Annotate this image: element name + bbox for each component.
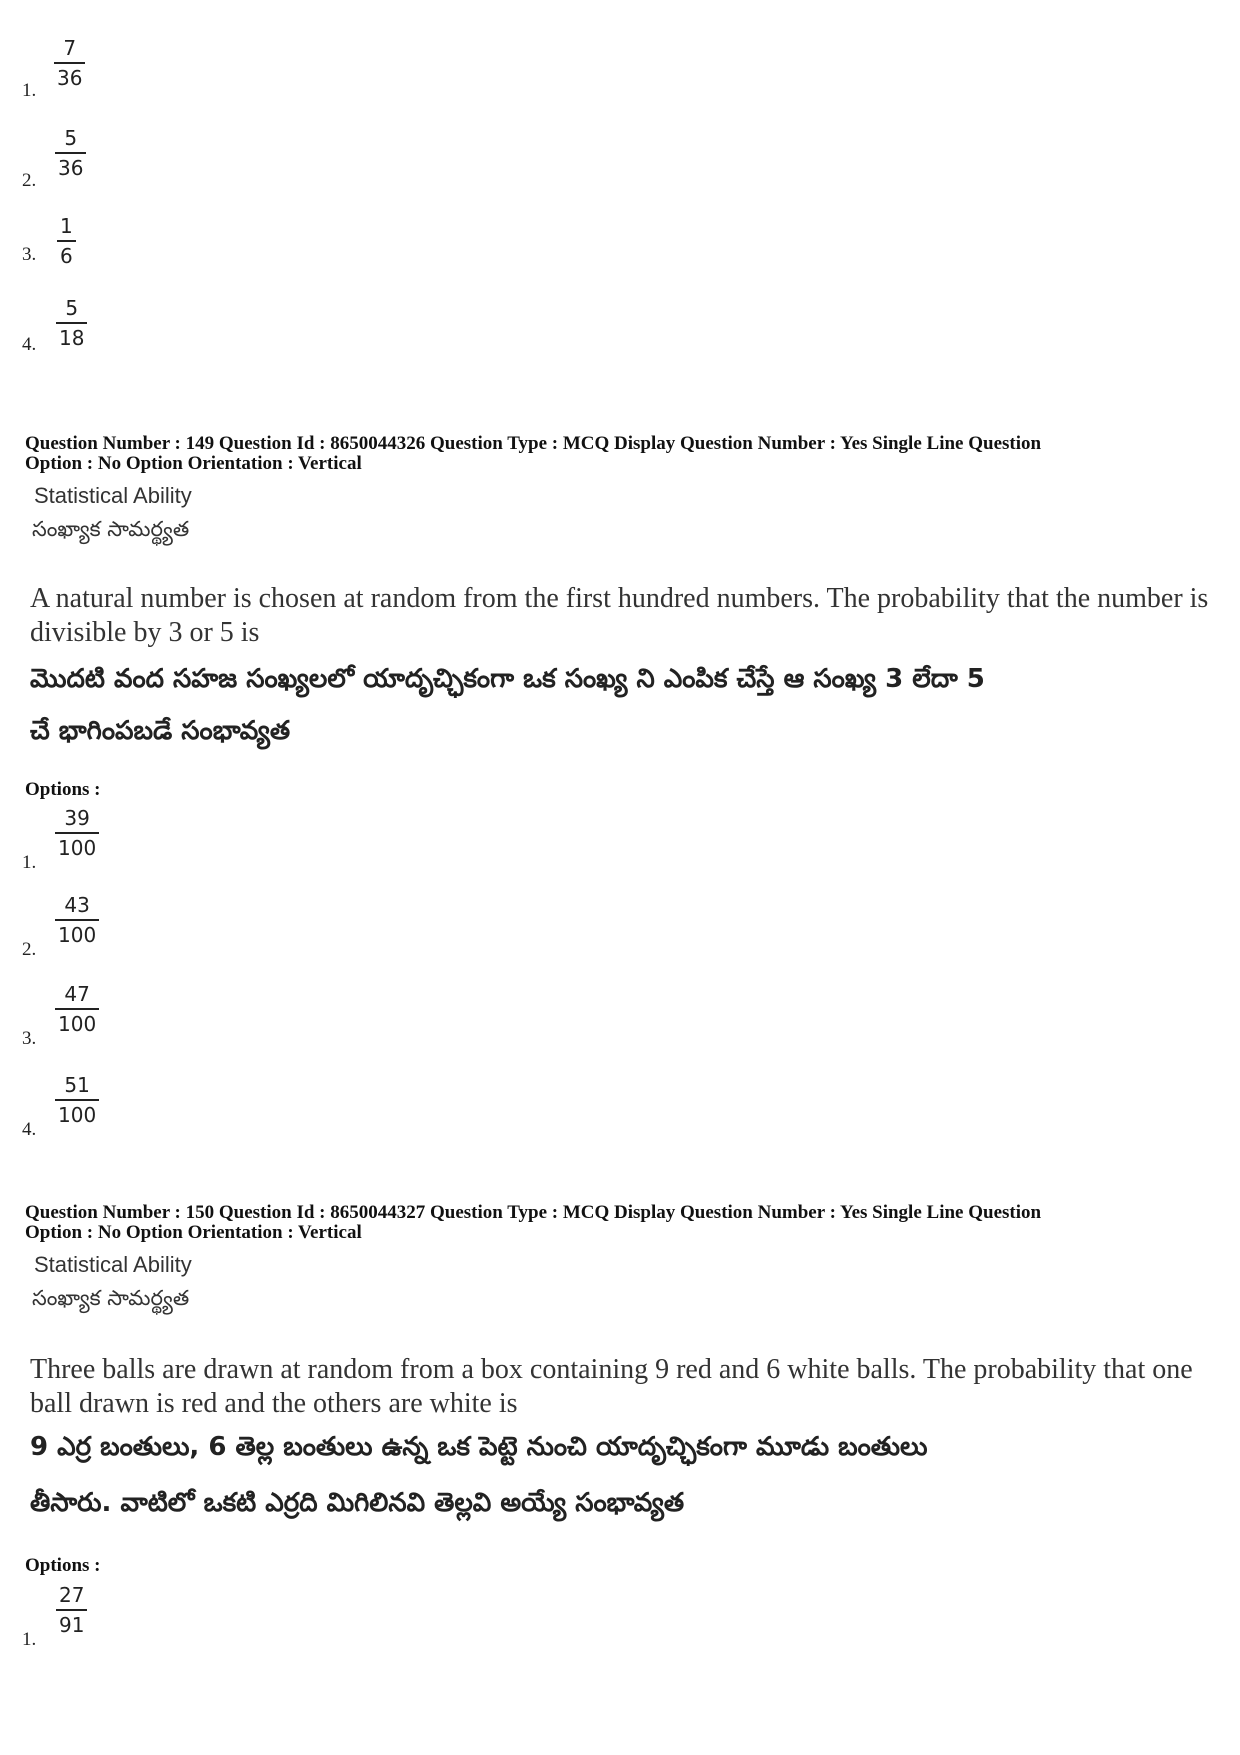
option-number: 2. (22, 170, 37, 191)
option-number: 1. (22, 852, 37, 873)
prev-option-2 (22, 126, 222, 206)
numerator: 51 (64, 1073, 90, 1097)
fraction (55, 893, 99, 947)
question-text-english: Three balls are drawn at random from a box containing 9 red and 6 white balls. The probability that one ball drawn is red and the others are white is (30, 1354, 1193, 1419)
numerator: 7 (63, 36, 77, 60)
numerator: 1 (60, 214, 73, 238)
denominator: 36 (57, 66, 83, 90)
prev-option-3 (22, 214, 222, 294)
option-number: 4. (22, 1119, 37, 1140)
fraction (56, 296, 87, 350)
option-number: 4. (22, 334, 37, 355)
fraction (55, 982, 99, 1036)
denominator: 91 (59, 1613, 85, 1637)
prev-option-1 (22, 36, 222, 116)
question-text-telugu-line2: తీసారు. వాటిలో ఒకటి ఎర్రది మిగిలినవి తెల్లవి అయ్యే సంభావ్యత (30, 1488, 685, 1518)
question-text-english: A natural number is chosen at random from the first hundred numbers. The probability that the number is divisible by 3 or 5 is (30, 583, 1209, 648)
question-text-telugu-line2: చే భాగింపబడే సంభావ్యత (30, 716, 291, 746)
option-2[interactable] (22, 893, 222, 973)
option-number: 1. (22, 1629, 37, 1650)
denominator: 100 (58, 923, 97, 947)
category-telugu: సంఖ్యాక సామర్థ్యత (32, 1286, 190, 1310)
denominator: 100 (58, 1012, 97, 1036)
question-meta-line2: Option : No Option Orientation : Vertical (25, 1222, 362, 1243)
option-number: 2. (22, 939, 37, 960)
denominator: 36 (58, 156, 84, 180)
category-english: Statistical Ability (34, 1252, 192, 1277)
denominator: 100 (58, 1103, 97, 1127)
numerator: 27 (59, 1583, 85, 1607)
options-label: Options : (25, 779, 101, 800)
option-1[interactable] (22, 1583, 222, 1663)
question-text-telugu-line1: 9 ఎర్ర బంతులు, 6 తెల్ల బంతులు ఉన్న ఒక పెట్టె నుంచి యాదృచ్ఛికంగా మూడు బంతులు (30, 1432, 928, 1462)
fraction (54, 36, 85, 90)
option-1[interactable] (22, 806, 222, 886)
denominator: 100 (58, 836, 97, 860)
category-english: Statistical Ability (34, 483, 192, 508)
numerator: 5 (64, 126, 78, 150)
fraction (55, 806, 99, 860)
numerator: 39 (64, 806, 90, 830)
denominator: 18 (59, 326, 85, 350)
fraction (56, 1583, 87, 1637)
option-3[interactable] (22, 982, 222, 1062)
option-number: 1. (22, 80, 37, 101)
question-meta-line1: Question Number : 149 Question Id : 8650044326 Question Type : MCQ Display Question Number : Yes Single Line Question (25, 433, 1042, 454)
question-meta-line2: Option : No Option Orientation : Vertical (25, 453, 362, 474)
numerator: 43 (64, 893, 90, 917)
category-telugu: సంఖ్యాక సామర్థ్యత (32, 517, 190, 541)
numerator: 5 (65, 296, 79, 320)
option-number: 3. (22, 244, 37, 265)
fraction (55, 1073, 99, 1127)
fraction (55, 126, 86, 180)
denominator: 6 (60, 244, 73, 268)
option-4[interactable] (22, 1073, 222, 1153)
fraction (57, 214, 76, 268)
question-text-telugu-line1: మొదటి వంద సహజ సంఖ్యలలో యాదృచ్ఛికంగా ఒక సంఖ్య ని ఎంపిక చేస్తే ఆ సంఖ్య 3 లేదా 5 (30, 664, 985, 694)
prev-option-4 (22, 296, 222, 376)
numerator: 47 (64, 982, 90, 1006)
options-label: Options : (25, 1555, 101, 1576)
question-meta-line1: Question Number : 150 Question Id : 8650044327 Question Type : MCQ Display Question Number : Yes Single Line Question (25, 1202, 1042, 1223)
option-number: 3. (22, 1028, 37, 1049)
